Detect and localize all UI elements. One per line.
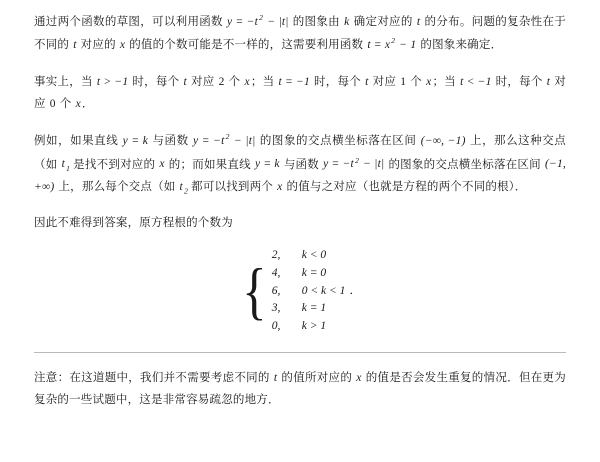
piecewise-answer bbox=[34, 247, 566, 336]
case-condition: k = 0 bbox=[301, 266, 327, 279]
case-row bbox=[272, 300, 361, 318]
case-rows bbox=[272, 247, 361, 336]
case-row bbox=[272, 265, 361, 283]
section-divider bbox=[34, 352, 566, 353]
case-row bbox=[272, 247, 361, 265]
case-condition: k > 1 bbox=[301, 320, 327, 333]
case-condition: k < 0 bbox=[301, 248, 327, 261]
case-value: 6, bbox=[271, 284, 281, 297]
case-row bbox=[272, 283, 361, 301]
case-row bbox=[272, 318, 361, 336]
paragraph-4: 因此不难得到答案，原方程根的个数为 bbox=[34, 217, 233, 230]
case-value: 3, bbox=[271, 302, 281, 315]
cases-block bbox=[239, 247, 361, 336]
case-value: 2, bbox=[271, 248, 281, 261]
note-paragraph: 注意：在这道题中，我们并不需要考虑不同的 t 的值所对应的 x 的值是否会发生重复的情况．但在更为复杂的一些试题中，这是非常容易疏忽的地方． bbox=[34, 371, 566, 407]
left-brace: { bbox=[242, 255, 267, 327]
paragraph-1: 通过两个函数的草图，可以利用函数 $y = -t^2 - |t|$ 的图象由 k 确定对应的 t 的分布。问题的复杂性在于不同的 t 对应的 x 的值的个数可能是不一样的，这需要利用函数 $t = x^2 - 1$ 的图象来确定． bbox=[34, 13, 566, 52]
paragraph-3: 例如，如果直线 y = k 与函数 $y = -t^2 - |t|$ 的图象的交点横坐标落在区间 (−∞, −1) 上，那么这种交点（如 $t_1$ 是找不到对应的 x 的；而如果直线 y = k 与函数 $y = -t^2 - |t|$ 的图象的交点横坐标落在区间 (−1, +∞) 上，那么每个交点（如 $t_2$ 都可以找到两个 x 的值与之对应（也就是方程的两个不同的根）． bbox=[34, 132, 566, 196]
cases-trailing-period: ． bbox=[349, 284, 361, 297]
case-condition: k = 1 bbox=[301, 302, 327, 315]
case-value: 4, bbox=[271, 266, 281, 279]
case-condition: 0 < k < 1 bbox=[301, 284, 346, 297]
paragraph-2: 事实上，当 t > −1 时，每个 t 对应 2 个 x；当 t = −1 时，每个 t 对应 1 个 x；当 t < −1 时，每个 t 对应 0 个 x． bbox=[34, 75, 566, 110]
case-value: 0, bbox=[271, 320, 281, 333]
